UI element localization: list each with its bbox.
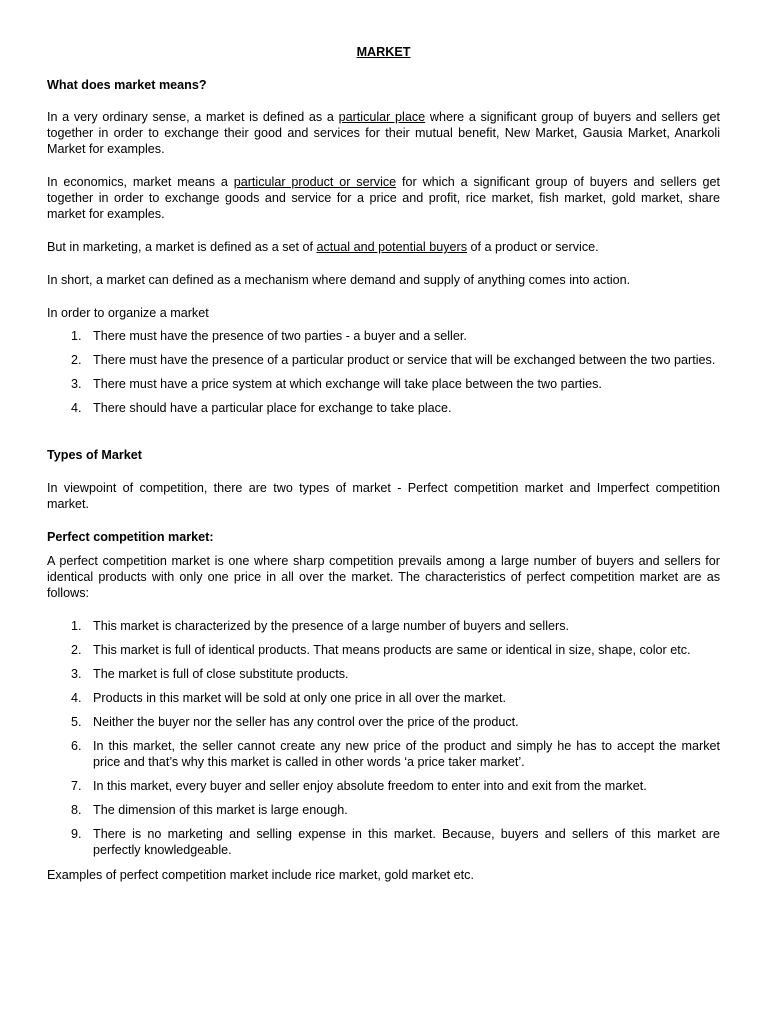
underlined-phrase: particular product or service [233,175,397,189]
organize-intro: In order to organize a market [47,306,209,320]
list-item: 1. There must have the presence of two parties - a buyer and a seller. [71,329,467,343]
list-item: 6. In this market, the seller cannot create any new price of the product and simply he has to accept the market price and that’s why this market is called in other words ‘a price taker market’. [71,739,720,769]
list-item: 3. The market is full of close substitute products. [71,667,349,681]
paragraph-economics: In economics, market means a particular product or service for which a significant group of buyers and sellers get together in order to exchange goods and service for a price and profit, rice market, fish market, gold market, share market for examples. [47,175,720,221]
organize-list [47,328,720,416]
paragraph-perfect: A perfect competition market is one where sharp competition prevails among a large number of buyers and sellers for identical products with only one price in all over the market. The characteristics of perfect competition market are as follows: [47,554,720,600]
question-heading: What does market means? [47,78,207,92]
list-item: 8. The dimension of this market is large enough. [71,803,348,817]
list-item: 2. This market is full of identical products. That means products are same or identical in size, shape, color etc. [71,643,691,657]
list-item: 5. Neither the buyer nor the seller has any control over the price of the product. [71,715,519,729]
underlined-phrase: particular place [338,110,426,124]
list-item: 4. There should have a particular place for exchange to take place. [71,401,452,415]
paragraph-types: In viewpoint of competition, there are two types of market - Perfect competition market and Imperfect competition market. [47,481,720,511]
paragraph-examples: Examples of perfect competition market include rice market, gold market etc. [47,868,474,882]
paragraph-marketing: But in marketing, a market is defined as a set of actual and potential buyers of a product or service. [47,240,599,254]
list-item: 2. There must have the presence of a particular product or service that will be exchanged between the two parties. [71,353,716,367]
list-item: 1. This market is characterized by the presence of a large number of buyers and sellers. [71,619,569,633]
perfect-heading: Perfect competition market: [47,530,214,544]
paragraph-short: In short, a market can defined as a mechanism where demand and supply of anything comes into action. [47,273,631,287]
paragraph-ordinary-sense: In a very ordinary sense, a market is defined as a particular place where a significant group of buyers and sellers get together in order to exchange their good and services for their mutual benefit, New Market, Gausia Market, Anarkoli Market for examples. [47,110,720,156]
underlined-phrase: actual and potential buyers [316,240,468,254]
document-title: MARKET [356,45,411,59]
perfect-list [47,618,720,858]
list-item: 7. In this market, every buyer and seller enjoy absolute freedom to enter into and exit from the market. [71,779,647,793]
types-heading: Types of Market [47,448,142,462]
list-item: 9. There is no marketing and selling expense in this market. Because, buyers and sellers of this market are perfectly knowledgeable. [71,827,720,857]
list-item: 3. There must have a price system at which exchange will take place between the two parties. [71,377,602,391]
list-item: 4. Products in this market will be sold at only one price in all over the market. [71,691,506,705]
